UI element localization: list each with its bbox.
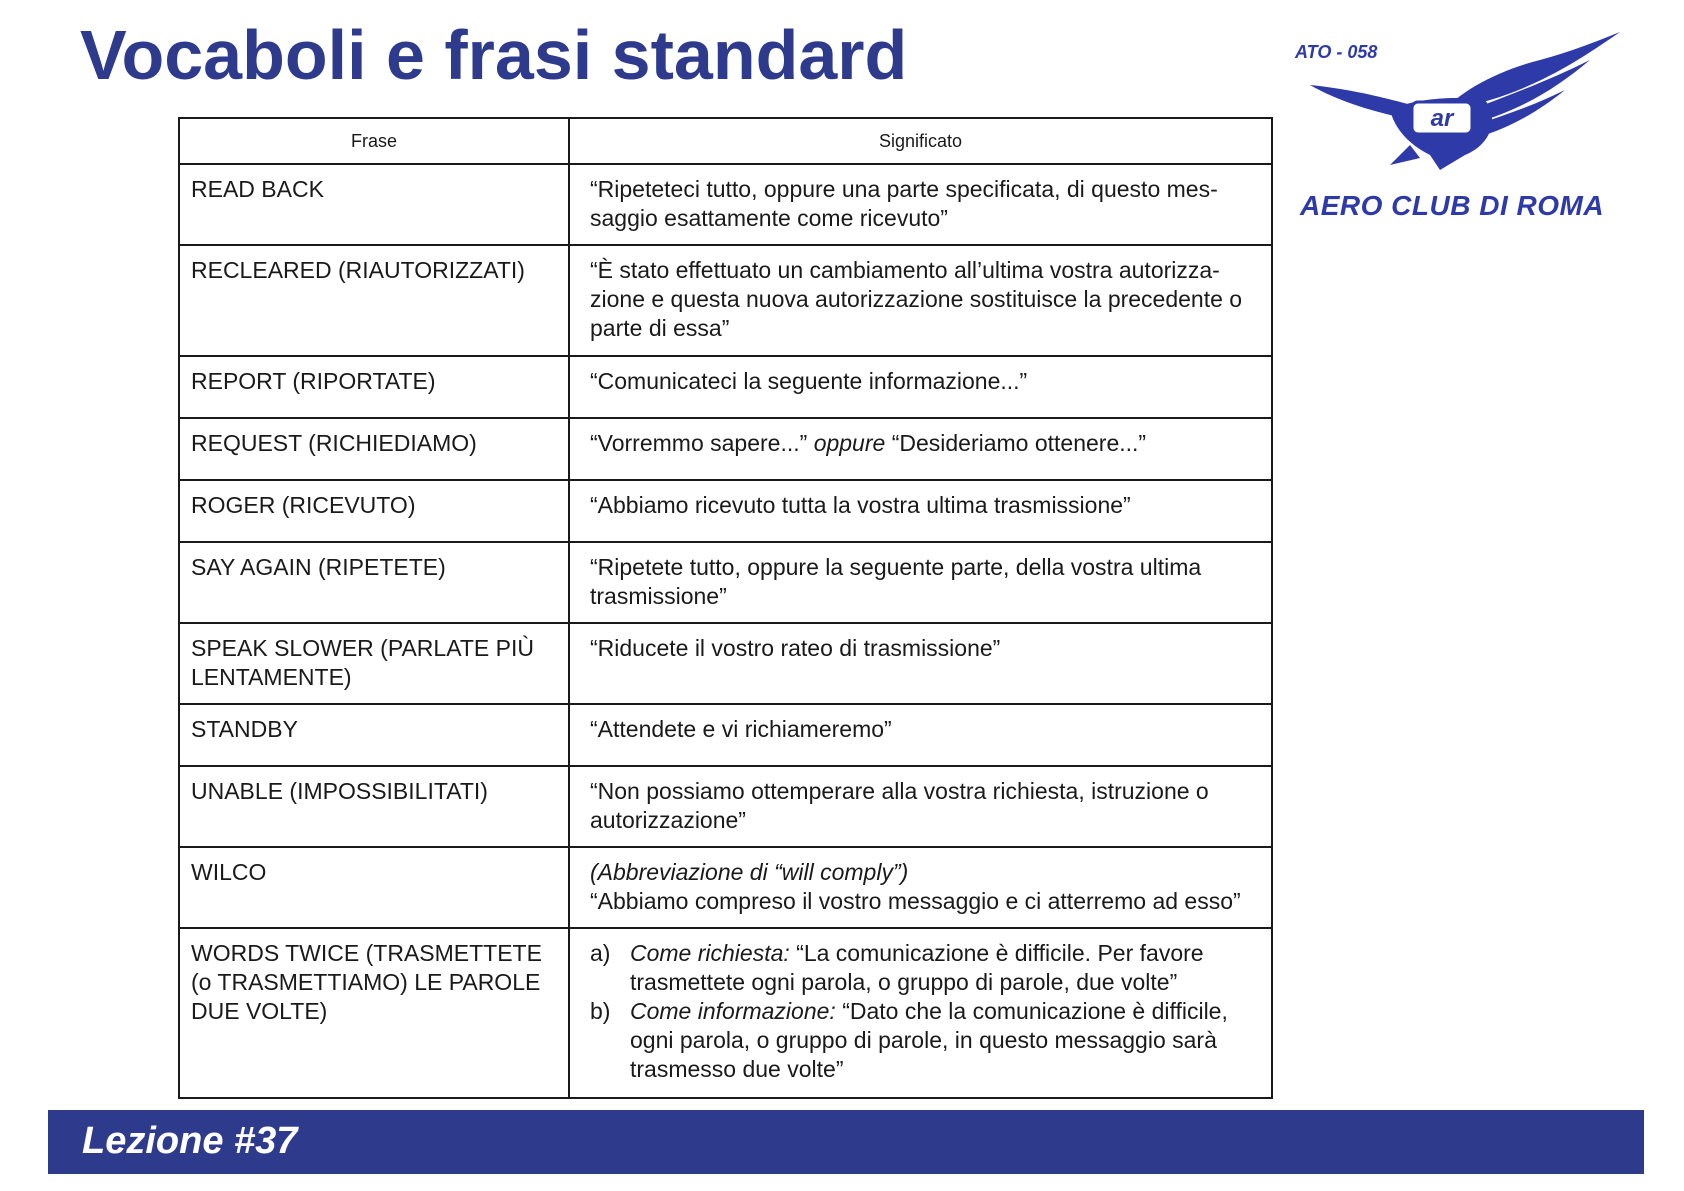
- table-row: [179, 356, 1272, 418]
- meaning-part-a: “Vorremmo sapere...”: [590, 430, 808, 456]
- meaning-cell: “Ripetete tutto, oppure la seguente parte, della vostra ultima trasmissione”: [569, 542, 1272, 623]
- item-lead: Come richiesta:: [630, 940, 790, 966]
- meaning-cell: [569, 847, 1272, 928]
- club-name: AERO CLUB DI ROMA: [1300, 190, 1605, 221]
- phrase-cell: UNABLE (IMPOSSIBILITATI): [179, 766, 569, 847]
- item-text: [630, 997, 1261, 1084]
- meaning-text: “Abbiamo compreso il vostro messaggio e ci atterremo ad esso”: [590, 888, 1241, 914]
- slide-title: Vocaboli e frasi standard: [80, 16, 908, 94]
- list-item: [590, 939, 1261, 997]
- table-row: [179, 418, 1272, 480]
- table-row: [179, 766, 1272, 847]
- item-body: “Dato che la comunicazione è difficile, ogni parola, o gruppo di parole, in questo messaggio sarà trasmesso due volte”: [630, 998, 1228, 1082]
- table-row: [179, 480, 1272, 542]
- meaning-cell: [569, 418, 1272, 480]
- phrase-cell: REQUEST (RICHIEDIAMO): [179, 418, 569, 480]
- meaning-cell: “Attendete e vi richiameremo”: [569, 704, 1272, 766]
- phrase-cell: WILCO: [179, 847, 569, 928]
- meaning-cell: “Abbiamo ricevuto tutta la vostra ultima trasmissione”: [569, 480, 1272, 542]
- item-text: [630, 939, 1261, 997]
- meaning-cell: “Riducete il vostro rateo di trasmissione”: [569, 623, 1272, 704]
- table-row: [179, 164, 1272, 245]
- phrase-cell: REPORT (RIPORTATE): [179, 356, 569, 418]
- aero-club-logo: [1290, 30, 1630, 225]
- phrase-cell: RECLEARED (RIAUTORIZZATI): [179, 245, 569, 356]
- meaning-or: oppure: [813, 430, 886, 456]
- meaning-cell: “Ripeteteci tutto, oppure una parte specificata, di questo mes-saggio esattamente come ricevuto”: [569, 164, 1272, 245]
- list-item: [590, 997, 1261, 1084]
- ato-code: ATO - 058: [1295, 42, 1378, 62]
- table-row: [179, 847, 1272, 928]
- phrase-cell: SPEAK SLOWER (PARLATE PIÙ LENTAMENTE): [179, 623, 569, 704]
- meaning-cell: “È stato effettuato un cambiamento all’ultima vostra autorizza-zione e questa nuova autorizzazione sostituisce la precedente o parte di essa”: [569, 245, 1272, 356]
- phrase-cell: READ BACK: [179, 164, 569, 245]
- table-row: [179, 245, 1272, 356]
- table-row: [179, 704, 1272, 766]
- table-row: [179, 928, 1272, 1098]
- meaning-note: (Abbreviazione di “will comply”): [590, 859, 909, 885]
- phrase-cell: STANDBY: [179, 704, 569, 766]
- phrase-cell: SAY AGAIN (RIPETETE): [179, 542, 569, 623]
- svg-text:ar: ar: [1430, 105, 1454, 132]
- item-body: “La comunicazione è difficile. Per favore trasmettete ogni parola, o gruppo di parole, due volte”: [630, 940, 1204, 995]
- item-label: a): [590, 940, 611, 966]
- phrase-cell: ROGER (RICEVUTO): [179, 480, 569, 542]
- meaning-cell: “Non possiamo ottemperare alla vostra richiesta, istruzione o autorizzazione”: [569, 766, 1272, 847]
- meaning-part-b: “Desideriamo ottenere...”: [891, 430, 1147, 456]
- table-row: [179, 623, 1272, 704]
- vocabulary-table: [178, 117, 1273, 1099]
- item-label: b): [590, 998, 611, 1024]
- meaning-cell: “Comunicateci la seguente informazione...”: [569, 356, 1272, 418]
- meaning-cell: [569, 928, 1272, 1098]
- item-lead: Come informazione:: [630, 998, 836, 1024]
- phrase-cell: WORDS TWICE (TRASMETTETE (o TRASMETTIAMO) LE PAROLE DUE VOLTE): [179, 928, 569, 1098]
- header-frase: Frase: [179, 118, 569, 164]
- lesson-number: Lezione #37: [82, 1120, 298, 1162]
- table-header-row: [179, 118, 1272, 164]
- header-significato: Significato: [569, 118, 1272, 164]
- footer-bar: [48, 1110, 1644, 1174]
- table-row: [179, 542, 1272, 623]
